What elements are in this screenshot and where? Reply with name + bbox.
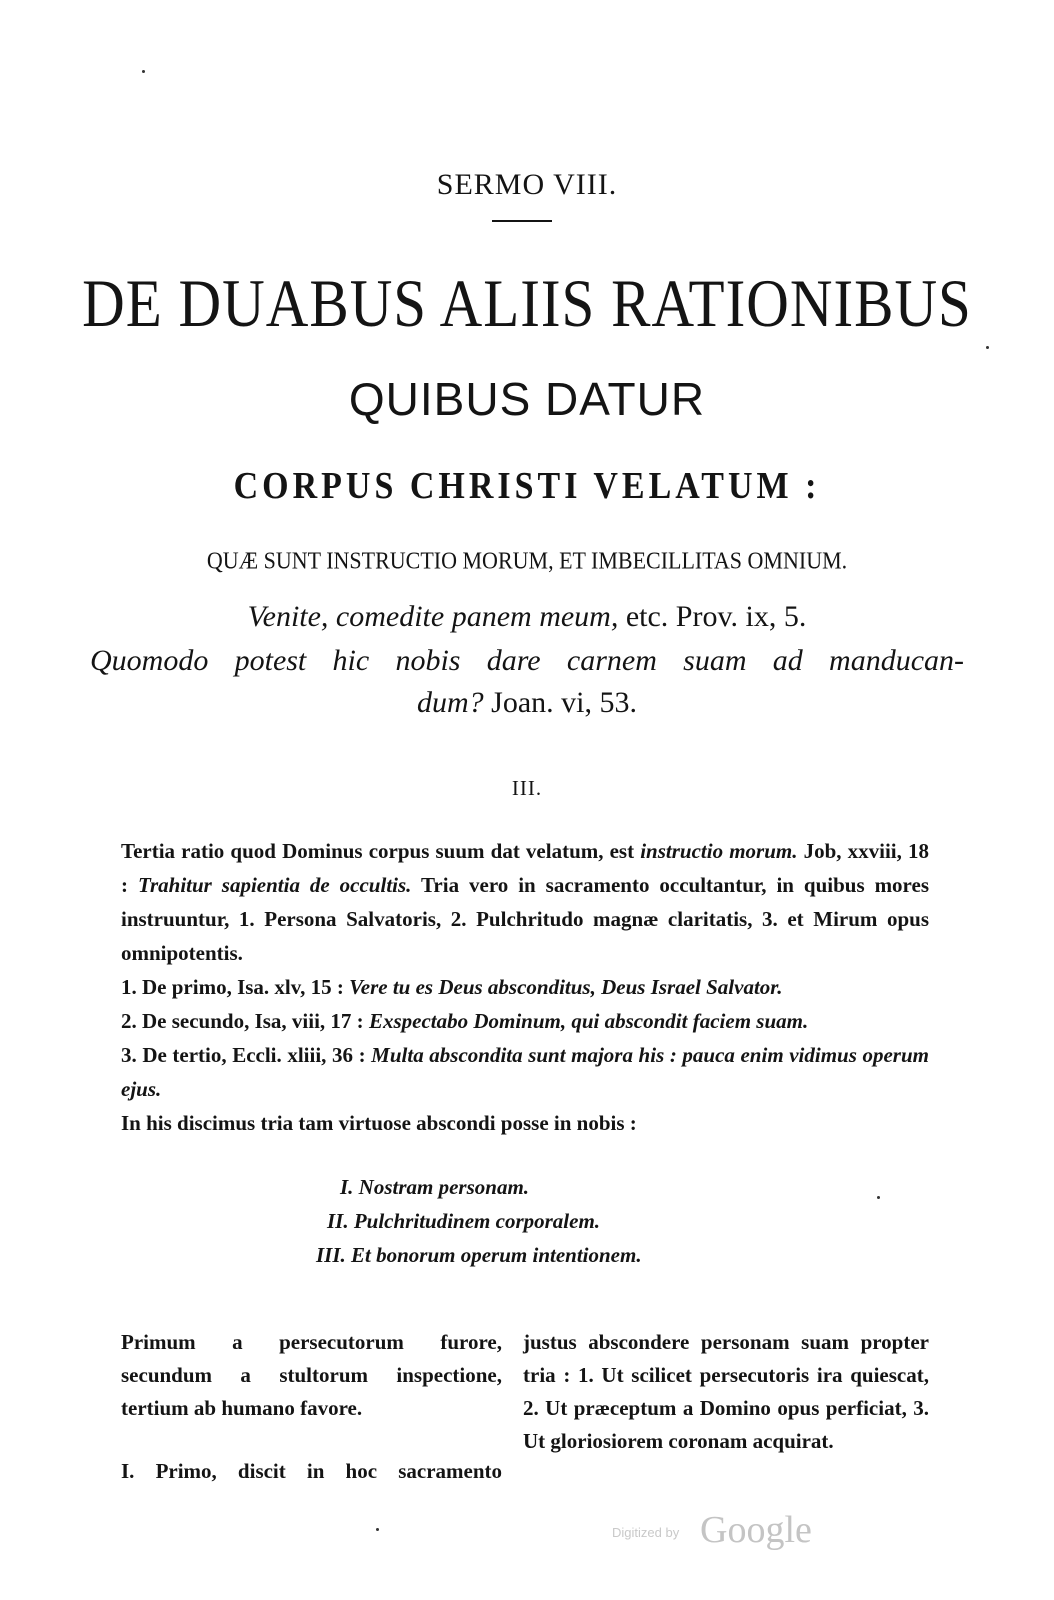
subtitle: QUIBUS DATUR bbox=[348, 373, 706, 425]
epigraph-quote-2: Quomodo potest hic nobis dare carnem suam ad manducan- bbox=[90, 644, 964, 677]
epigraph-line-3 bbox=[0, 682, 1054, 724]
points-list bbox=[0, 1170, 1054, 1272]
text-span: Tria vero in sacramento occultantur, in quibus mores instruuntur, 1. Persona Salvatoris, 2. Pulchritudo magnæ claritatis, 3. et Mirum opus omnipotentis. bbox=[121, 873, 929, 965]
text-span: 2. De secundo, Isa, viii, 17 : bbox=[121, 1009, 369, 1033]
paragraph bbox=[121, 834, 929, 970]
epigraph-line-2 bbox=[90, 640, 964, 682]
italic-quote: Trahitur sapientia de occultis. bbox=[137, 873, 412, 897]
list-item: III. Et bonorum operum intentionem. bbox=[316, 1243, 642, 1267]
text-span: 3. De tertio, Eccli. xliii, 36 : bbox=[121, 1043, 372, 1067]
epigraph-quote-1: Venite, comedite panem meum, bbox=[247, 600, 619, 633]
italic-quote: Vere tu es Deus absconditus, Deus Israel Salvator. bbox=[349, 975, 783, 999]
italic-quote: Multa abscondita sunt majora his : pauca enim vidimus operum ejus. bbox=[121, 1043, 929, 1101]
text-span: Job, xxviii, 18 : bbox=[121, 839, 929, 897]
paragraph bbox=[121, 1038, 929, 1106]
epigraph-quote-3: dum? bbox=[417, 686, 484, 719]
italic-term: instructio morum. bbox=[640, 839, 798, 863]
watermark-text: Digitized by bbox=[612, 1525, 680, 1540]
epigraph-ref-1: etc. Prov. ix, 5. bbox=[618, 600, 807, 633]
text-span: In his discimus tria tam virtuose abscondi posse in nobis : bbox=[121, 1111, 637, 1135]
digitized-by-google-watermark bbox=[612, 1508, 832, 1551]
text-span: Tertia ratio quod Dominus corpus suum dat velatum, est bbox=[121, 839, 641, 863]
italic-quote: Exspectabo Dominum, qui abscondit faciem suam. bbox=[368, 1009, 809, 1033]
paragraph bbox=[121, 1004, 929, 1038]
google-logo: Google bbox=[700, 1509, 812, 1551]
text-span: 1. De primo, Isa. xlv, 15 : bbox=[121, 975, 350, 999]
epigraph-ref-3: Joan. vi, 53. bbox=[483, 686, 637, 719]
paragraph bbox=[121, 1106, 929, 1140]
body-text bbox=[121, 834, 929, 1140]
ink-speck bbox=[376, 1528, 379, 1531]
title-divider bbox=[492, 220, 552, 222]
paragraph bbox=[121, 970, 929, 1004]
paragraph: I. Primo, discit in hoc sacramento bbox=[121, 1459, 502, 1483]
ink-speck bbox=[142, 70, 145, 73]
section-number: III. bbox=[511, 776, 543, 800]
column-left bbox=[121, 1326, 502, 1488]
epigraph-line-1 bbox=[0, 596, 1054, 638]
subtitle-secondary: CORPUS CHRISTI VELATUM : bbox=[233, 465, 821, 508]
ink-speck bbox=[986, 346, 989, 349]
sermo-number: SERMO VIII. bbox=[436, 168, 618, 201]
paragraph: justus abscondere personam suam propter tria : 1. Ut scilicet persecutoris ira quiescat, 2. Ut præceptum a Domino opus perficiat, 3. Ut gloriosiorem coronam acquirat. bbox=[523, 1330, 929, 1453]
list-item: II. Pulchritudinem corporalem. bbox=[327, 1209, 601, 1233]
paragraph: Primum a persecutorum furore, secundum a stultorum inspectione, tertium ab humano favore. bbox=[121, 1330, 502, 1420]
ink-speck bbox=[877, 1196, 880, 1199]
list-item: I. Nostram personam. bbox=[340, 1175, 530, 1199]
column-right bbox=[523, 1326, 929, 1458]
subtitle-tertiary: QUÆ SUNT INSTRUCTIO MORUM, ET IMBECILLITAS OMNIUM. bbox=[206, 546, 848, 575]
page-title: DE DUABUS ALIIS RATIONIBUS bbox=[82, 265, 972, 342]
